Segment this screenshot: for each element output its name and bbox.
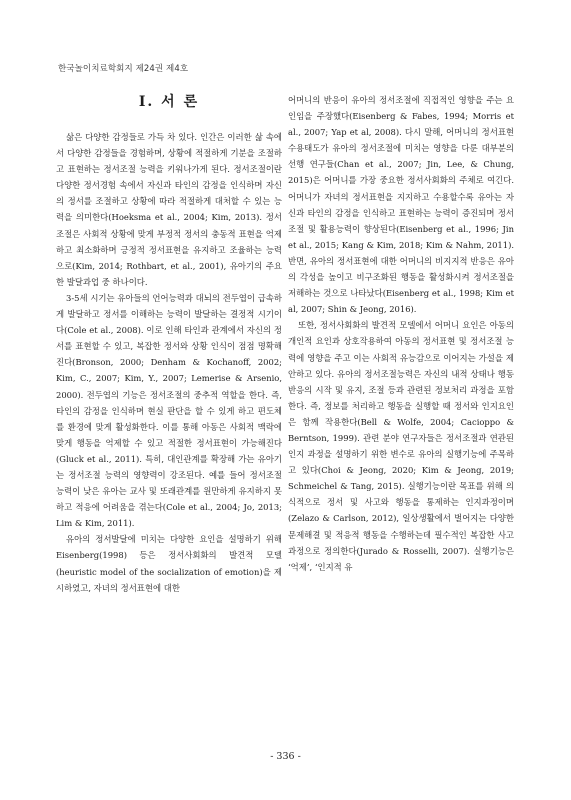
- paragraph: 유아의 정서발달에 미치는 다양한 요인을 설명하기 위해 Eisenberg(1998) 등은 정서사회화의 발견적 모델(heuristic model of the socialization of emotion)을 제시하였고, 자녀의 정서표현에 대한: [56, 534, 282, 593]
- running-head: 한국놀이치료학회지 제24권 제4호: [58, 64, 189, 74]
- paragraph: 어머니의 반응이 유아의 정서조절에 직접적인 영향을 주는 요인임을 주장했다(Eisenberg & Fabes, 1994; Morris et al., 2007; Yap et al, 2008). 다시 말해, 어머니의 정서표현수용태도가 유아의 정서조절에 미치는 영향을 다룬 대부분의 선행 연구들(Chan et al., 2007; Jin, Lee, & Chung, 2015)은 어머니를 가장 중요한 정서사회화의 주체로 여긴다. 어머니가 자녀의 정서표현을 지지하고 수용할수록 유아는 자신과 타인의 감정을 인식하고 표현하는 능력이 증진되며 정서조절 및 활용능력이 향상된다(Eisenberg et al., 1996; Jin et al., 2015; Kang & Kim, 2018; Kim & Nahm, 2011). 반면, 유아의 정서표현에 대한 어머니의 비지지적 반응은 유아의 각성을 높이고 비구조화된 행동을 활성화시켜 정서조절을 저해하는 것으로 나타났다(Eisenberg et al., 1998; Kim et al, 2007; Shin & Jeong, 2016).: [288, 95, 514, 315]
- paragraph: 삶은 다양한 감정들로 가득 차 있다. 인간은 이러한 삶 속에서 다양한 감정들을 경험하며, 상황에 적절하게 기분을 조절하고 표현하는 정서조절 능력을 키워나가게 된다. 정서조절이란 다양한 정서경험 속에서 자신과 타인의 감정을 인식하며 자신의 정서를 조절하고 상황에 따라 적절하게 대처할 수 있는 능력을 의미한다(Hoeksma et al., 2004; Kim, 2013). 정서조절은 사회적 상황에 맞게 부정적 정서의 충동적 표현을 억제하고 최소화하며 긍정적 정서표현을 유지하고 조율하는 능력으로(Kim, 2014; Rothbart, et al., 2001), 유아기의 주요한 발달과업 중 하나이다.: [56, 132, 282, 287]
- paragraph: 또한, 정서사회화의 발견적 모델에서 어머니 요인은 아동의 개인적 요인과 상호작용하여 아동의 정서표현 및 정서조절 능력에 영향을 주고 이는 사회적 유능감으로 이어지는 가설을 제안하고 있다. 유아의 정서조절능력은 자신의 내적 상태나 행동반응의 시작 및 유지, 조절 등과 관련된 정보처리 과정을 포함한다. 즉, 정보를 처리하고 행동을 실행할 때 정서와 인지요인은 함께 작용한다(Bell & Wolfe, 2004; Cacioppo & Berntson, 1999). 관련 분야 연구자들은 정서조절과 연관된 인지 과정을 설명하기 위한 변수로 유아의 실행기능에 주목하고 있다(Choi & Jeong, 2020; Kim & Jeong, 2019; Schmeichel & Tang, 2015). 실행기능이란 목표를 위해 의식적으로 정서 및 사고와 행동을 통제하는 인지과정이며(Zelazo & Carlson, 2012), 일상생활에서 벌어지는 다양한 문제해결 및 적응적 행동을 수행하는데 필수적인 복잡한 사고 과정으로 정의한다(Jurado & Rosselli, 2007). 실행기능은 ‘억제’, ‘인지적 유: [288, 320, 514, 572]
- right-column: [288, 92, 514, 575]
- left-column: [56, 92, 282, 596]
- paragraph: 3-5세 시기는 유아들의 언어능력과 대뇌의 전두엽이 급속하게 발달하고 정서를 이해하는 능력이 발달하는 결정적 시기이다(Cole et al., 2008). 이로 인해 타인과 관계에서 자신의 정서를 표현할 수 있고, 복잡한 정서와 상황 인식이 점점 명확해진다(Bronson, 2000; Denham & Kochanoff, 2002; Kim, C., 2007; Kim, Y., 2007; Lemerise & Arsenio, 2000). 전두엽의 기능은 정서조절의 중추적 역할을 한다. 즉, 타인의 감정을 인식하며 현실 판단을 할 수 있게 하고 편도체를 환경에 맞게 활성화한다. 이를 통해 아동은 사회적 맥락에 맞게 행동을 억제할 수 있고 적절한 정서표현이 가능해진다(Gluck et al., 2011). 특히, 대인관계를 확장해 가는 유아기는 정서조절 능력의 영향력이 강조된다. 예를 들어 정서조절 능력이 낮은 유아는 교사 및 또래관계를 원만하게 유지하지 못하고 적응에 어려움을 겪는다(Cole et al., 2004; Jo, 2013; Lim & Kim, 2011).: [56, 292, 282, 529]
- page-number: - 336 -: [270, 751, 301, 762]
- section-title: I. 서 론: [138, 94, 200, 110]
